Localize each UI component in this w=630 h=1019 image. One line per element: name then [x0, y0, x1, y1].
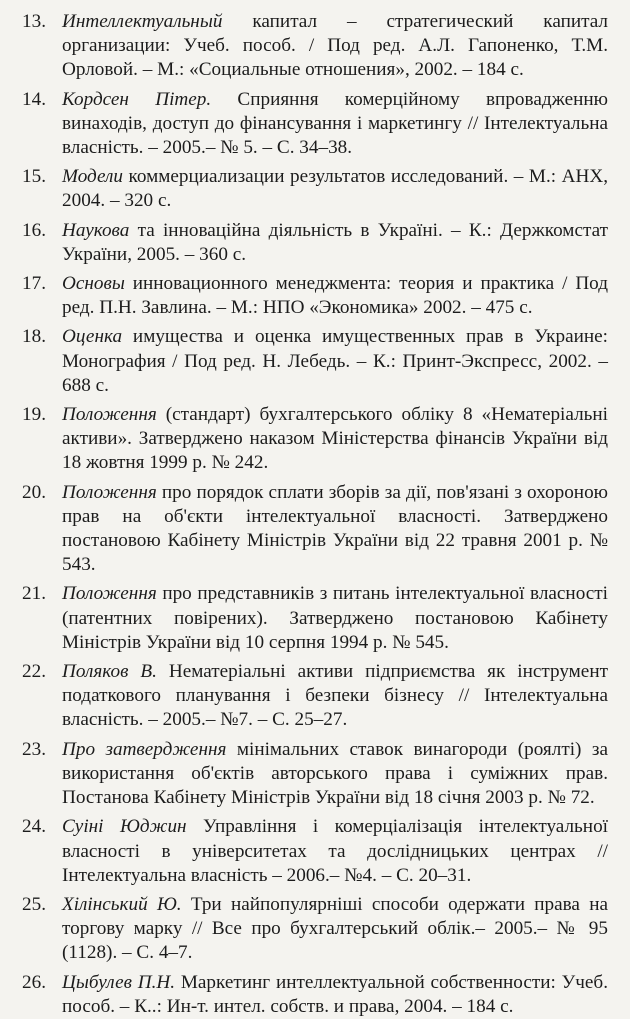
bib-number: 13.: [22, 11, 46, 32]
bib-text: та інноваційна діяльність в Україні. – К.: Держкомстат України, 2005. – 360 с.: [62, 219, 608, 265]
bib-number: 25.: [22, 893, 46, 915]
bib-number: 17.: [22, 273, 46, 295]
bib-number: 14.: [22, 88, 46, 110]
bib-text: Сприяння комерційному впровадженню винаходів, доступ до фінансування і маркетингу // Інтелектуальна власність. – 2005.– № 5. – С. 34–38.: [62, 88, 608, 159]
bib-entry-19: [22, 403, 608, 476]
bib-text: мінімальних ставок винагороди (роялті) за використання об'єктів авторського права і суміжних прав. Постанова Кабінету Міністрів України від 18 січня 2003 р. № 72.: [62, 738, 608, 809]
bib-author: Положення: [62, 404, 157, 426]
bib-author: Положення: [62, 583, 157, 605]
bib-text: Управління і комерціалізація інтелектуальної власності в університетах та дослідницьких центрах // Інтелектуальна власність – 2006.– №4. – С. 20–31.: [62, 816, 608, 886]
bib-text: коммерциализации результатов исследований. – М.: АНХ, 2004. – 320 с.: [62, 166, 608, 212]
bib-number: 20.: [22, 481, 46, 503]
bib-author: Модели: [62, 166, 123, 188]
bib-author: Кордсен Пітер.: [62, 88, 212, 110]
bib-author: Интеллектуальный: [62, 11, 223, 32]
bib-number: 16.: [22, 219, 46, 241]
bib-text: (стандарт) бухгалтерського обліку 8 «Нематеріальні активи». Затверджено наказом Міністерства фінансів України від 18 жовтня 1999 р. № 242.: [62, 404, 608, 474]
bib-text: капитал – стратегический капитал организации: Учеб. пособ. / Под ред. А.Л. Гапоненко, Т.М. Орловой. – М.: «Социальные отношения», 2002. – 184 с.: [62, 11, 608, 81]
bib-number: 22.: [22, 661, 46, 683]
bib-text: имущества и оценка имущественных прав в Украине: Монография / Под ред. Н. Лебедь. – К.: Принт-Экспресс, 2002. – 688 с.: [62, 326, 608, 396]
bib-text: Три найпопулярніші способи одержати права на торгову марку // Все про бухгалтерський облік.– 2005.– № 95 (1128). – С. 4–7.: [62, 893, 608, 964]
bib-text: про порядок сплати зборів за дії, пов'язані з охороною прав на об'єкти інтелектуальної власності. Затверджено постановою Кабінету Міністрів України від 22 травня 2001 р. № 543.: [62, 481, 608, 576]
bib-text: Нематеріальні активи підприємства як інструмент податкового планування і безпеки бізнесу // Інтелектуальна власність. – 2005.– №7. – С. 25–27.: [62, 661, 608, 731]
bib-text: Маркетинг интеллектуальной собственности: Учеб. пособ. – К..: Ин-т. интел. собств. и права, 2004. – 184 с.: [62, 971, 608, 1017]
bib-entry-26: [22, 971, 608, 1019]
bib-number: 21.: [22, 583, 46, 605]
bib-number: 19.: [22, 404, 46, 426]
bib-author: Поляков В.: [62, 661, 157, 683]
bib-entry-21: [22, 582, 608, 655]
bib-author: Хілінський Ю.: [62, 893, 182, 915]
bib-entry-17: [22, 272, 608, 320]
bib-author: Суіні Юджин: [62, 816, 187, 838]
bib-author: Положення: [62, 481, 157, 503]
bib-author: Оценка: [62, 326, 123, 348]
bib-entry-24: [22, 815, 608, 888]
bib-entry-22: [22, 660, 608, 733]
bib-author: Основы: [62, 273, 125, 295]
bib-author: Наукова: [62, 219, 130, 241]
bib-number: 24.: [22, 816, 46, 838]
bib-number: 18.: [22, 326, 46, 348]
bib-entry-13: [22, 10, 608, 83]
bib-entry-15: [22, 165, 608, 213]
bib-number: 23.: [22, 738, 46, 760]
bib-author: Цыбулев П.Н.: [62, 971, 176, 993]
bib-entry-16: [22, 219, 608, 267]
bib-entry-20: [22, 481, 608, 578]
bib-entry-14: [22, 88, 608, 161]
bib-entry-23: [22, 738, 608, 811]
bib-number: 26.: [22, 971, 46, 993]
bib-number: 15.: [22, 166, 46, 188]
bib-text: про представників з питань інтелектуальної власності (патентних повірених). Затверджено постановою Кабінету Міністрів України від 10 серпня 1994 р. № 545.: [62, 583, 608, 653]
bib-author: Про затвердження: [62, 738, 227, 760]
bib-text: инновационного менеджмента: теория и практика / Под ред. П.Н. Завлина. – М.: НПО «Экономика» 2002. – 475 с.: [62, 273, 608, 319]
bib-entry-18: [22, 325, 608, 398]
